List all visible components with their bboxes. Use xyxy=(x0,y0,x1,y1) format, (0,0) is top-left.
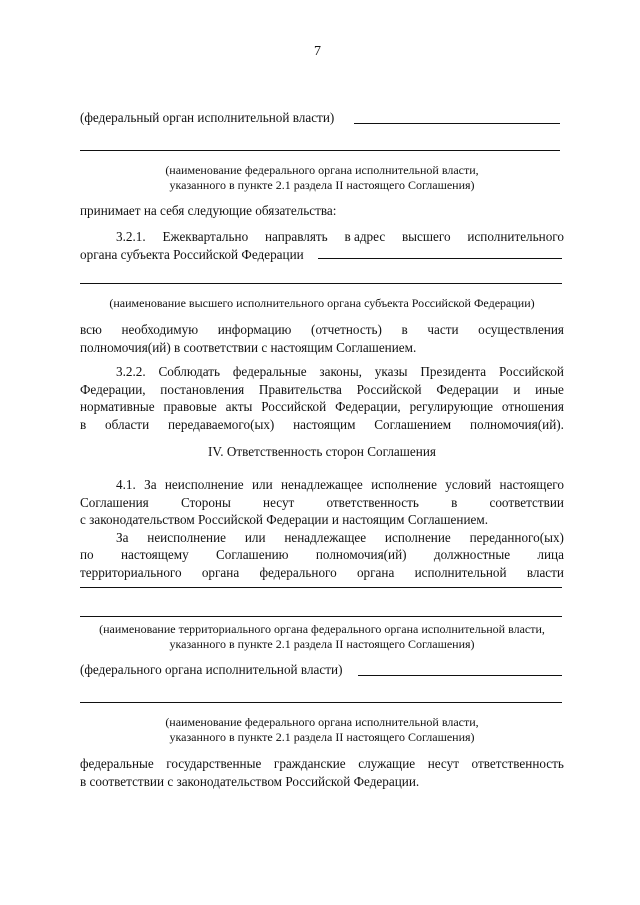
word: ответственность xyxy=(326,494,419,510)
word: в адрес xyxy=(344,229,386,244)
word: Соглашением xyxy=(374,416,452,432)
paragraph-4-1 xyxy=(80,476,564,581)
word: лица xyxy=(537,547,564,562)
word: неисполнение xyxy=(164,477,244,492)
information-paragraph xyxy=(80,321,564,356)
word: За xyxy=(144,477,157,492)
territorial-body-blank-line-1 xyxy=(80,587,562,588)
federal-body-label: (федеральный орган исполнительной власти) xyxy=(80,110,335,125)
federal-body-gen-blank xyxy=(358,675,562,676)
word: неисполнение xyxy=(147,529,227,545)
federal-body-blank-line xyxy=(80,150,560,151)
paragraph-4-1-line-2 xyxy=(80,494,564,512)
federal-body-caption-2: указанного в пункте 2.1 раздела II настоящего Соглашения) xyxy=(169,178,475,192)
word: правовые xyxy=(163,399,217,414)
word: соответствии xyxy=(489,494,564,510)
word: Соблюдать xyxy=(158,364,221,379)
word: настоящего xyxy=(499,477,564,492)
word: гражданские xyxy=(273,756,346,771)
failure-line-2 xyxy=(80,546,564,564)
federal-body-gen-blank-line xyxy=(80,702,562,703)
obligations-intro: принимает на себя следующие обязательства: xyxy=(80,203,337,218)
word: отношения xyxy=(501,399,564,414)
subject-organ-blank xyxy=(318,258,562,259)
word: в xyxy=(401,322,408,337)
federal-body-gen-label: (федерального органа исполнительной власти) xyxy=(80,662,343,677)
information-line-1 xyxy=(80,321,564,339)
word: регулирующие xyxy=(409,399,494,414)
information-line-2: полномочия(ий) в соответствии с настоящим Соглашением. xyxy=(80,339,417,355)
territorial-caption-1: (наименование территориального органа федерального органа исполнительной власти, xyxy=(99,622,545,636)
word: высшего xyxy=(401,229,451,244)
word: исполнение xyxy=(384,529,451,545)
word: или xyxy=(251,477,273,492)
word: информацию xyxy=(217,322,292,337)
word: настоящему xyxy=(120,547,189,562)
word: ответственность xyxy=(471,756,564,771)
paragraph-4-1-line-3: с законодательством Российской Федерации и настоящим Соглашением. xyxy=(80,512,488,527)
paragraph-3-2-1-line-2: органа субъекта Российской Федерации xyxy=(80,246,304,262)
word: территориального xyxy=(80,564,182,580)
paragraph-4-1-line-1 xyxy=(80,476,564,494)
word: в xyxy=(451,494,458,510)
word: Федерации, xyxy=(80,381,146,397)
word: Российской xyxy=(498,364,564,379)
failure-line-1 xyxy=(80,529,564,547)
failure-line-3 xyxy=(80,564,564,582)
word: полномочия(ий) xyxy=(315,547,407,562)
word: исполнительного xyxy=(467,229,564,244)
word: (отчетность) xyxy=(311,322,382,337)
word: передаваемого(ых) xyxy=(167,416,275,432)
word: исполнение xyxy=(371,477,437,492)
word: Федерации, xyxy=(335,399,401,414)
word: 3.2.2. xyxy=(116,364,146,379)
federal-body2-caption-2: указанного в пункте 2.1 раздела II настоящего Соглашения) xyxy=(169,730,475,744)
subject-organ-caption: (наименование высшего исполнительного органа субъекта Российской Федерации) xyxy=(109,296,535,310)
word: служащие xyxy=(358,756,416,771)
word: области xyxy=(105,416,150,432)
word: Соглашения xyxy=(80,494,149,510)
federal-body-caption-1: (наименование федерального органа исполнительной власти, xyxy=(165,163,479,177)
word: Российской xyxy=(356,381,422,397)
word: постановления xyxy=(160,381,245,397)
word: или xyxy=(244,529,266,545)
final-paragraph xyxy=(80,755,564,790)
word: необходимую xyxy=(121,322,199,337)
word: ненадлежащее xyxy=(280,477,363,492)
word: условий xyxy=(445,477,492,492)
page-number: 7 xyxy=(314,44,321,59)
word: Ежеквартально xyxy=(162,229,249,244)
paragraph-3-2-2-line-1 xyxy=(80,363,564,381)
word: государственные xyxy=(166,756,262,771)
word: иные xyxy=(535,381,564,397)
word: нормативные xyxy=(80,399,155,414)
word: части xyxy=(427,322,459,337)
word: 3.2.1. xyxy=(116,229,146,244)
word: За xyxy=(116,529,129,545)
word: акты xyxy=(225,399,253,414)
word: федерального xyxy=(259,564,337,580)
word: настоящим xyxy=(293,416,356,432)
word: осуществления xyxy=(478,322,564,337)
word: 4.1. xyxy=(116,477,136,492)
word: исполнительной xyxy=(414,564,507,580)
paragraph-3-2-2-line-2 xyxy=(80,381,564,399)
word: федеральные xyxy=(80,756,154,771)
word: полномочия(ий). xyxy=(469,416,564,432)
paragraph-3-2-2-line-3 xyxy=(80,398,564,416)
word: Федерации xyxy=(436,381,499,397)
word: направлять xyxy=(264,229,328,244)
word: по xyxy=(80,547,94,562)
federal-body2-caption-1: (наименование федерального органа исполнительной власти, xyxy=(165,715,479,729)
word: переданного(ых) xyxy=(469,529,564,545)
word: несут xyxy=(427,756,459,771)
word: ненадлежащее xyxy=(284,529,367,545)
word: законы, xyxy=(319,364,362,379)
word: органа xyxy=(356,564,395,580)
territorial-caption-2: указанного в пункте 2.1 раздела II настоящего Соглашения) xyxy=(169,637,475,651)
word: Стороны xyxy=(180,494,231,510)
word: указы xyxy=(374,364,408,379)
word: федеральные xyxy=(232,364,307,379)
word: Правительства xyxy=(258,381,342,397)
word: должностные xyxy=(433,547,511,562)
word: несут xyxy=(263,494,295,510)
word: всю xyxy=(80,322,102,337)
final-line-2: в соответствии с законодательством Российской Федерации. xyxy=(80,773,420,789)
word: и xyxy=(513,381,521,397)
section-title: IV. Ответственность сторон Соглашения xyxy=(208,444,436,459)
word: Президента xyxy=(420,364,487,379)
federal-body-blank xyxy=(354,123,560,124)
territorial-body-blank-line-2 xyxy=(80,616,562,617)
paragraph-3-2-2 xyxy=(80,363,564,433)
paragraph-3-2-2-line-4 xyxy=(80,416,564,434)
word: власти xyxy=(526,564,564,580)
paragraph-3-2-1-line-1 xyxy=(80,228,564,246)
final-line-1 xyxy=(80,755,564,773)
word: в xyxy=(80,416,87,432)
subject-organ-blank-line xyxy=(80,283,562,284)
word: органа xyxy=(201,564,240,580)
word: Соглашению xyxy=(216,547,289,562)
word: Российской xyxy=(261,399,327,414)
